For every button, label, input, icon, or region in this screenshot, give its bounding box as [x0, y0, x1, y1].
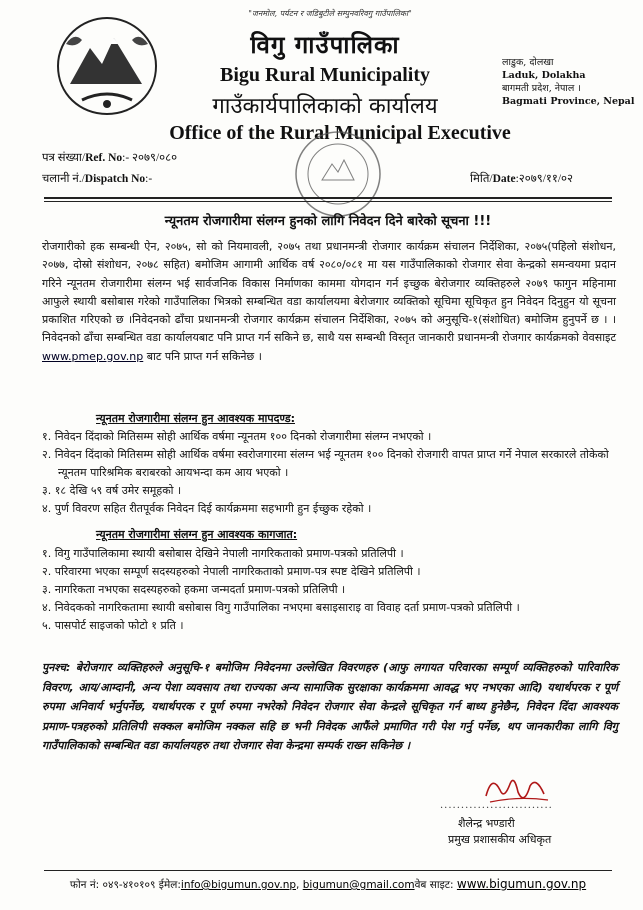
postscript: पुनश्च: बेरोजगार व्यक्तिहरुले अनुसूचि-१ बमोजिम निवेदनमा उल्लेखित विवरणहरु (आफु लगायत परिवारका सम्पूर्ण व्यक्तिहरुको पारिवारिक विवरण, आय/आम्दानी, अन्य पेशा व्यवसाय तथा राज्यका अन्य सामाजिक सुरक्षाका कार्यक्रममा आवद्ध भए नभएका आदि) यथार्थपरक र पूर्ण रुपमा अनिवार्य भर्नुपर्नेछ, यथार्थपरक र पूर्ण रुपमा नभरेको निवेदन रोजगार सेवा केन्द्रले सूचिकृत गर्न बाध्य हुनेछैन, निवेदन दिंदा आवश्यक प्रमाण-पत्रहरुको प्रतिलिपी सक्कल बमोजिम नक्कल सहि छ भनी निवेदक आफैंले प्रमाणित गरी पेश गर्नु पर्नेछ, थप जानकारीका लागि विगु गाउँपालिकाको सम्बन्धित वडा कार्यालयहरु तथा रोजगार सेवा केन्द्रमा सम्पर्क राख्न सकिनेछ । [42, 661, 618, 752]
signature-line: ........................... [440, 800, 553, 811]
address-line: लाडुक, दोलखा [502, 57, 554, 68]
header-divider [44, 201, 612, 202]
ref-value: :- २०७९/०८० [122, 152, 178, 164]
address-block [502, 56, 637, 108]
ref-label-en: Ref. No [85, 152, 123, 164]
address-line: Bagmati Province, Nepal [502, 96, 635, 107]
signatory-name: शैलेन्द्र भण्डारी [458, 817, 515, 830]
footer-separator: , [296, 879, 303, 891]
date-value: :२०७९/११/०२ [515, 173, 574, 185]
list-item: १. निवेदन दिंदाको मितिसम्म सोही आर्थिक वर्षमा न्यूनतम १०० दिनको रोजगारीमा संलग्न नभएको । [42, 430, 432, 443]
signatory-title: प्रमुख प्रशासकीय अधिकृत [448, 833, 552, 846]
notice-title: न्यूनतम रोजगारीमा संलग्न हुनको लागि निवेदन दिने बारेको सूचना !!! [164, 214, 492, 229]
reference-number [42, 150, 177, 165]
date-label-en: Date [492, 173, 516, 185]
motto-text: "जनमोल, पर्यटन र जडिबुटीले सम्पुनवरिवगु गाउँपालिका" [248, 9, 412, 18]
list-item: १. विगु गाउँपालिकामा स्थायी बसोबास देखिने नेपाली नागरिकताको प्रमाण-पत्रको प्रतिलिपी । [42, 547, 404, 560]
office-seal-stamp [292, 128, 384, 220]
pmep-website-link[interactable]: www.pmep.gov.np [42, 349, 144, 363]
footer-contact [44, 877, 612, 892]
list-item: ५. पासपोर्ट साइजको फोटो १ प्रति । [42, 619, 184, 632]
website-link[interactable]: www.bigumun.gov.np [456, 877, 587, 891]
notice-body [42, 238, 616, 366]
address-line: बागमती प्रदेश, नेपाल । [502, 83, 581, 94]
nepal-emblem-logo [52, 14, 162, 118]
date-label-np: मिति/ [470, 173, 493, 185]
dispatch-value: :- [145, 173, 153, 185]
list-item: २. परिवारमा भएका सम्पूर्ण सदस्यहरुको नेपाली नागरिकताको प्रमाण-पत्र स्पष्ट देखिने प्रतिलिपी । [42, 565, 421, 578]
list-item: ४. पुर्ण विवरण सहित रीतपूर्वक निवेदन दिई कार्यक्रममा सहभागी हुन ईच्छुक रहेको । [42, 502, 372, 515]
list-item: ३. नागरिकता नभएका सदस्यहरुको हकमा जन्मदर्ता प्रमाण-पत्रको प्रतिलिपी । [42, 583, 346, 596]
ref-label-np: पत्र संख्या/ [42, 152, 86, 164]
email-link[interactable]: info@bigumun.gov.np [180, 879, 297, 891]
dispatch-label-np: चलानी नं./ [42, 173, 85, 185]
list-item: ४. निवेदकको नागरिकतामा स्थायी बसोबास विगु गाउँपालिका नभएमा बसाइसाराइ वा विवाह दर्ता प्रमाण-पत्रको प्रतिलिपी । [42, 601, 520, 614]
criteria-heading: न्यूनतम रोजगारीमा संलग्न हुन आवश्यक मापदण्ड: [96, 412, 295, 425]
email-link[interactable]: bigumun@gmail.com [302, 879, 415, 891]
office-name-english: Office of the Rural Municipal Executive [169, 122, 511, 144]
header-divider [44, 197, 612, 199]
notice-intro-end: बाट पनि प्राप्त गर्न सकिनेछ । [143, 349, 262, 363]
footer-divider [44, 870, 612, 871]
dispatch-label-en: Dispatch No [84, 173, 146, 185]
date-line [470, 171, 573, 186]
documents-list [42, 545, 616, 635]
footer-phone: फोन नं: ०४९-४१०१०९ ईमेल: [69, 879, 181, 891]
criteria-list [42, 428, 616, 518]
documents-heading: न्यूनतम रोजगारीमा संलग्न हुन आवश्यक कागजात: [96, 528, 298, 541]
dispatch-number [42, 171, 152, 186]
notice-intro: रोजगारीको हक सम्बन्धी ऐन, २०७५, सो को नियमावली, २०७५ तथा प्रधानमन्त्री रोजगार कार्यक्रम संचालन निर्देशिका, २०७५(पहिलो संशोधन, २०७७, दोस्रो संशोधन, २०७८ सहित) बमोजिम आगामी आर्थिक वर्ष २०८०/०८१ मा यस गाउँपालिकाको रोजगार सेवा केन्द्रको समन्वयमा प्रदान गरिने न्यूनतम रोजगारीमा संलग्न भई सार्वजनिक विकास निर्माणका काममा योगदान गर्न इच्छुक बेरोजगार व्यक्तिहरुले २०७९ फागुन महिनामा आफुले स्थायी बसोबास गरेको गाउँपालिका भित्रको सम्बन्धित वडा कार्यालयमा बेरोजगार व्यक्तिको सूचिमा सूचिकृत हुन निवेदन दिनुहुन यो सूचना प्रकाशित गरिएको छ ।निवेदनको ढाँचा प्रधानमन्त्री रोजगार कार्यक्रम संचालन निर्देशिका, २०७५ को अनुसूचि-१(संशोधित) बमोजिम हुनुपर्ने छ । । निवेदनको ढाँचा सम्बन्धित वडा कार्यालयबाट पनि प्राप्त गर्न सकिने छ, साथै यस सम्बन्धी विस्तृत जानकारी प्रधानमन्त्री रोजगार कार्यक्रमको वेवसाइट [42, 240, 616, 345]
office-name-nepali: गाउँकार्यपालिकाको कार्यालय [212, 94, 438, 119]
footer-web-label: वेब साइट: [414, 879, 457, 891]
municipality-name-nepali: विगु गाउँपालिका [250, 30, 400, 59]
municipality-name-english: Bigu Rural Municipality [219, 64, 431, 86]
address-line: Laduk, Dolakha [502, 70, 586, 81]
list-item: ३. १८ देखि ५९ वर्ष उमेर समूहको । [42, 484, 182, 497]
list-item: २. निवेदन दिंदाको मितिसम्म सोही आर्थिक वर्षमा स्वरोजगारमा संलग्न भई न्यूनतम १०० दिनको रोजगारी वापत प्राप्त गर्ने नेपाल सरकारले तोकेको न्यूनतम पारिश्रमिक बराबरको आयभन्दा कम आय भएको । [42, 448, 609, 479]
